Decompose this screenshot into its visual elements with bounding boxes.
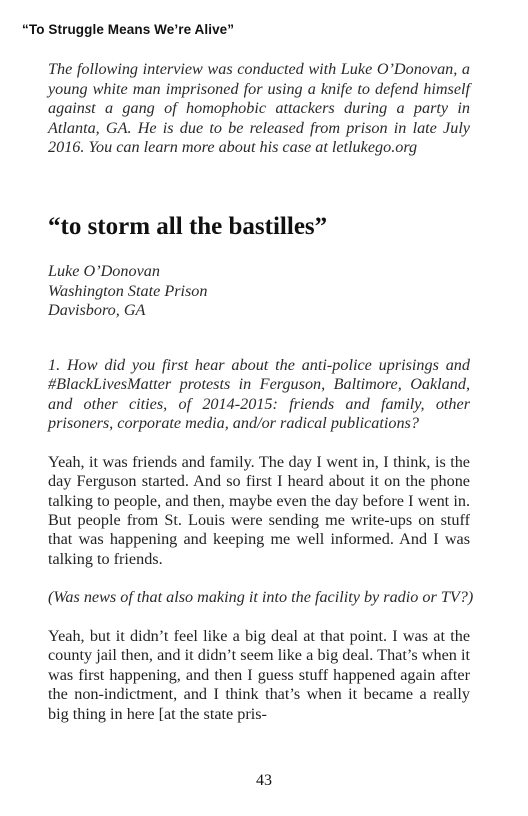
author-location: Davisboro, GA (48, 301, 146, 320)
intro-paragraph: The following interview was conducted with Luke O’Donovan, a young white man imprisoned for using a knife to defend himself against a gang of homophobic attackers during a party in Atlanta, GA. He is due to be released from prison in late July 2016. You can learn more about his case at letlukego.org (48, 60, 470, 156)
answer-1: Yeah, it was friends and family. The day I went in, I think, is the day Ferguson started. And so first I heard about it on the phone talking to people, and then, maybe even the day before I went in. But people from St. Louis were sending me write-ups on stuff that was happening and keeping me well informed. And I was talking to friends. (48, 452, 470, 568)
byline (48, 262, 208, 321)
running-head: “To Struggle Means We’re Alive” (22, 22, 235, 37)
page-number: 43 (256, 772, 272, 789)
author-name: Luke O’Donovan (48, 262, 160, 280)
interview-body (48, 356, 474, 743)
question-1: 1. How did you first hear about the anti-police uprisings and #BlackLivesMatter protests in Ferguson, Baltimore, Oakland, and other cities, of 2014-2015: friends and family, other prisoners, corporate media, and/or radical publications? (48, 356, 470, 433)
answer-2: Yeah, but it didn’t feel like a big deal at that point. I was at the county jail then, and it didn’t seem like a big deal. That’s when it was first happening, and then I guess stuff happened again after the non-indictment, and I think that’s when it became a really big thing in here [at the state pris- (48, 627, 470, 723)
chapter-title: “to storm all the bastilles” (48, 213, 328, 240)
author-institution: Washington State Prison (48, 281, 208, 300)
followup-question: (Was news of that also making it into the facility by radio or TV?) (48, 588, 474, 607)
